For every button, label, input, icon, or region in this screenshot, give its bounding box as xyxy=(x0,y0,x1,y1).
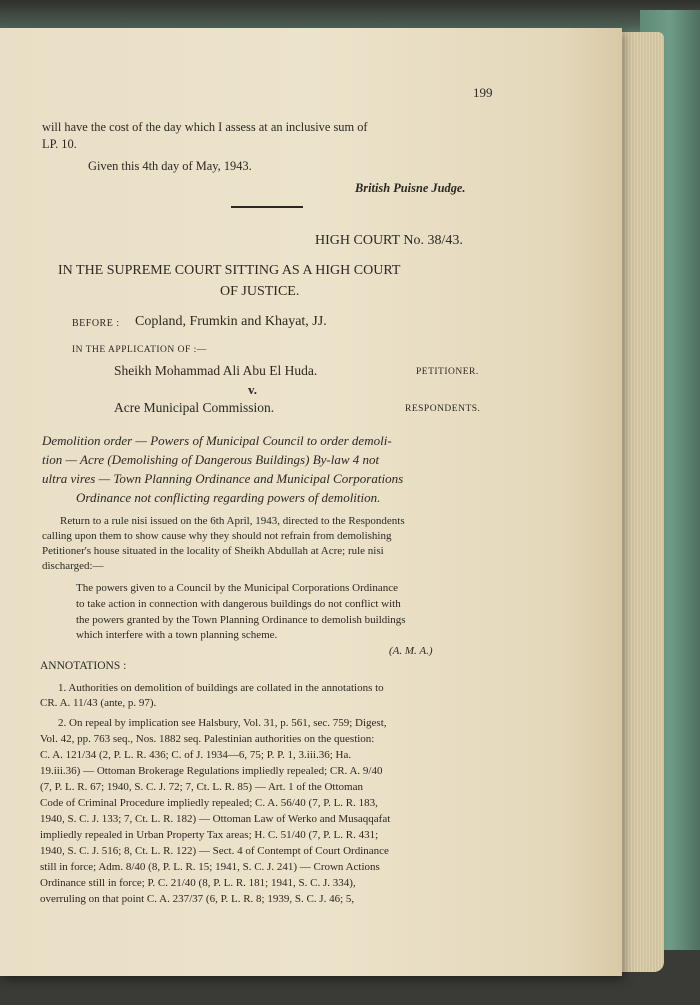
signature: British Puisne Judge. xyxy=(355,181,466,195)
summary-line: Petitioner's house situated in the locality of Sheikh Abdullah at Acre; rule nisi xyxy=(42,545,384,557)
respondent-name: Acre Municipal Commission. xyxy=(114,400,275,415)
annotation-line: 1940, S. C. J. 516; 8, Ct. L. R. 122) — Sect. 4 of Contempt of Court Ordinance xyxy=(40,845,389,857)
summary-line: calling upon them to show cause why they should not refrain from demolishing xyxy=(42,530,392,542)
court-title: OF JUSTICE. xyxy=(220,284,300,299)
annotation-line: Ordinance still in force; P. C. 21/40 (8, P. L. R. 181; 1941, S. C. J. 334), xyxy=(40,877,356,889)
annotation-line: impliedly repealed in Urban Property Tax areas; H. C. 51/40 (7, P. L. R. 431; xyxy=(40,829,379,841)
summary-line: Return to a rule nisi issued on the 6th April, 1943, directed to the Respondents xyxy=(60,515,405,527)
versus: v. xyxy=(248,382,258,397)
headnote-line: Ordinance not conflicting regarding powers of demolition. xyxy=(76,490,381,505)
annotation-line: 1. Authorities on demolition of buildings are collated in the annotations to xyxy=(58,682,384,694)
divider xyxy=(231,206,303,208)
holding-line: the powers granted by the Town Planning Ordinance to demolish buildings xyxy=(76,614,406,626)
annotation-line: Code of Criminal Procedure impliedly repealed; C. A. 56/40 (7, P. L. R. 183, xyxy=(40,797,378,809)
given-date: Given this 4th day of May, 1943. xyxy=(88,159,252,173)
summary-line: discharged:— xyxy=(42,560,104,572)
book-page xyxy=(0,28,622,976)
case-number: HIGH COURT No. 38/43. xyxy=(315,233,463,248)
annotation-line: overruling on that point C. A. 237/37 (6, P. L. R. 8; 1939, S. C. J. 46; 5, xyxy=(40,893,355,905)
annotation-line: 2. On repeal by implication see Halsbury, Vol. 31, p. 561, sec. 759; Digest, xyxy=(58,717,387,729)
holding-line: The powers given to a Council by the Municipal Corporations Ordinance xyxy=(76,582,398,594)
text-line: LP. 10. xyxy=(42,137,77,151)
headnote-line: tion — Acre (Demolishing of Dangerous Buildings) By-law 4 not xyxy=(42,452,380,467)
text-line: will have the cost of the day which I assess at an inclusive sum of xyxy=(42,120,368,134)
judges: Copland, Frumkin and Khayat, JJ. xyxy=(135,314,327,329)
petitioner-name: Sheikh Mohammad Ali Abu El Huda. xyxy=(114,363,318,378)
annotation-line: Vol. 42, pp. 763 seq., Nos. 1882 seq. Palestinian authorities on the question: xyxy=(40,733,375,745)
annotation-line: CR. A. 11/43 (ante, p. 97). xyxy=(40,697,157,709)
court-title: IN THE SUPREME COURT SITTING AS A HIGH COURT xyxy=(58,263,401,278)
page-number: 199 xyxy=(473,85,493,100)
holding-line: which interfere with a town planning scheme. xyxy=(76,629,278,641)
annotation-line: C. A. 121/34 (2, P. L. R. 436; C. of J. 1934—6, 75; P. P. 1, 3.iii.36; Ha. xyxy=(40,749,352,761)
respondent-label: RESPONDENTS. xyxy=(405,404,481,414)
annotation-line: 1940, S. C. J. 133; 7, Ct. L. R. 182) — Ottoman Law of Werko and Musaqqafat xyxy=(40,813,391,825)
before-label: BEFORE : xyxy=(72,318,120,329)
annotation-line: (7, P. L. R. 67; 1940, S. C. J. 72; 7, Ct. L. R. 85) — Art. 1 of the Ottoman xyxy=(40,781,363,793)
headnote-line: ultra vires — Town Planning Ordinance and Municipal Corporations xyxy=(42,471,404,486)
headnote-line: Demolition order — Powers of Municipal Council to order demoli- xyxy=(42,433,392,448)
application-label: IN THE APPLICATION OF :— xyxy=(72,345,207,355)
annotations-heading: ANNOTATIONS : xyxy=(40,660,127,672)
annotation-line: still in force; Adm. 8/40 (8, P. L. R. 15; 1941, S. C. J. 241) — Crown Actions xyxy=(40,861,380,873)
holding-line: to take action in connection with dangerous buildings do not conflict with xyxy=(76,598,401,610)
petitioner-label: PETITIONER. xyxy=(416,367,479,377)
reporter-initials: (A. M. A.) xyxy=(389,645,433,657)
annotation-line: 19.iii.36) — Ottoman Brokerage Regulations impliedly repealed; CR. A. 9/40 xyxy=(40,765,383,777)
